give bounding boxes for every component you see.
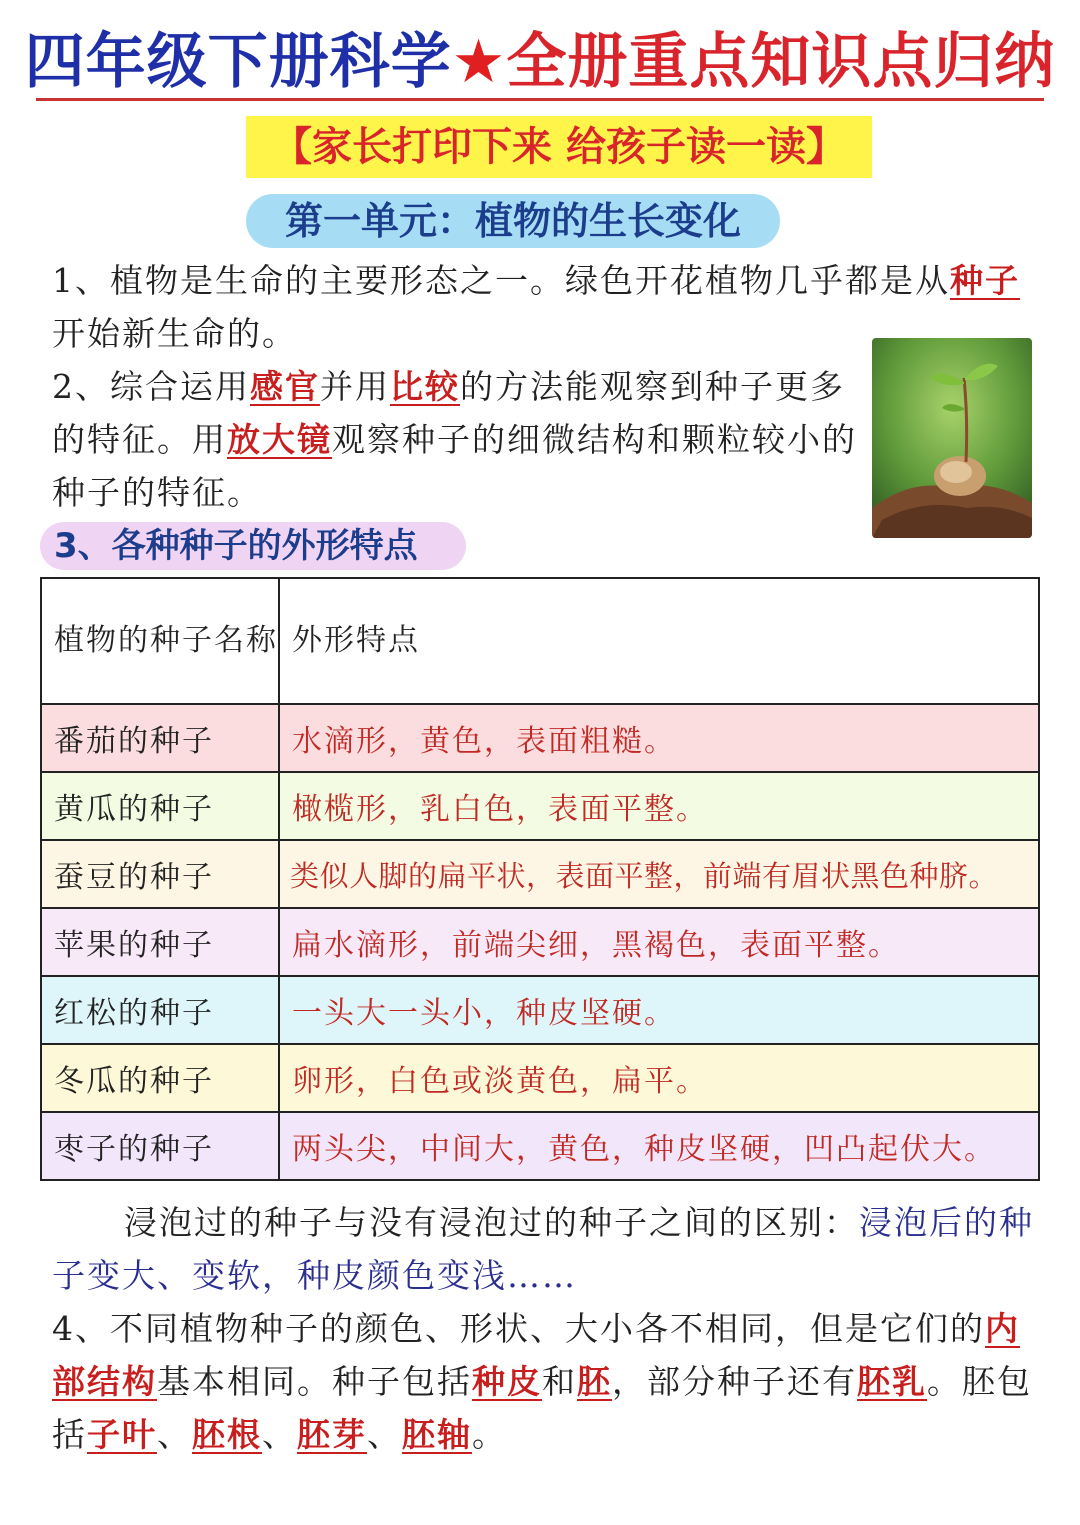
seed-name: 番茄的种子 bbox=[41, 704, 279, 772]
seed-feature: 类似人脚的扁平状，表面平整，前端有眉状黑色种脐。 bbox=[279, 840, 1039, 908]
point-4-text-d: ，部分种子还有 bbox=[612, 1362, 857, 1401]
title-main: 四年级下册科学 bbox=[24, 27, 452, 97]
section-3-heading: 3、各种种子的外形特点 bbox=[40, 522, 466, 570]
star-icon: ★ bbox=[451, 27, 507, 97]
seed-feature: 扁水滴形，前端尖细，黑褐色，表面平整。 bbox=[279, 908, 1039, 976]
title-rest: 全册重点知识点归纳 bbox=[506, 27, 1056, 97]
point-4-text-end: 。 bbox=[472, 1415, 507, 1454]
keyword-magnifier: 放大镜 bbox=[227, 420, 332, 459]
point-4-text-e: 。胚包括 bbox=[52, 1362, 1032, 1454]
table-row bbox=[41, 1044, 1039, 1112]
seed-features-table bbox=[40, 577, 1040, 1181]
table-row bbox=[41, 976, 1039, 1044]
keyword-senses: 感官 bbox=[250, 367, 320, 406]
soak-note bbox=[52, 1196, 1042, 1302]
keyword-plumule: 胚芽 bbox=[297, 1415, 367, 1454]
seed-feature: 一头大一头小，种皮坚硬。 bbox=[279, 976, 1039, 1044]
point-4-text-b: 基本相同。种子包括 bbox=[157, 1362, 472, 1401]
page-title bbox=[0, 22, 1080, 102]
keyword-endosperm: 胚乳 bbox=[857, 1362, 927, 1401]
seed-feature: 橄榄形，乳白色，表面平整。 bbox=[279, 772, 1039, 840]
seedling-photo bbox=[872, 338, 1032, 538]
point-4 bbox=[52, 1302, 1042, 1461]
keyword-seed-coat: 种皮 bbox=[472, 1362, 542, 1401]
seed-name: 枣子的种子 bbox=[41, 1112, 279, 1180]
table-row bbox=[41, 908, 1039, 976]
title-divider bbox=[36, 98, 1044, 101]
subtitle-banner: 【家长打印下来 给孩子读一读】 bbox=[246, 116, 872, 178]
seed-name: 蚕豆的种子 bbox=[41, 840, 279, 908]
point-4-text-c: 和 bbox=[542, 1362, 577, 1401]
point-2-text-c: 的方法能观察到种子更多的特征。用 bbox=[52, 367, 845, 459]
table-row bbox=[41, 704, 1039, 772]
separator: 、 bbox=[157, 1415, 192, 1454]
header-feature: 外形特点 bbox=[279, 578, 1039, 704]
point-2 bbox=[52, 360, 857, 519]
point-2-text-d: 观察种子的细微结构和颗粒较小的种子的特征。 bbox=[52, 420, 857, 512]
seed-name: 红松的种子 bbox=[41, 976, 279, 1044]
unit-heading: 第一单元：植物的生长变化 bbox=[246, 194, 780, 248]
seed-feature: 两头尖，中间大，黄色，种皮坚硬，凹凸起伏大。 bbox=[279, 1112, 1039, 1180]
point-1-text-end: 开始新生命的。 bbox=[52, 314, 297, 353]
point-1-text: 1、植物是生命的主要形态之一。绿色开花植物几乎都是从 bbox=[52, 261, 950, 300]
seedling-illustration bbox=[872, 338, 1032, 538]
separator: 、 bbox=[262, 1415, 297, 1454]
soak-note-lead: 浸泡过的种子与没有浸泡过的种子之间的区别： bbox=[124, 1203, 859, 1242]
separator: 、 bbox=[367, 1415, 402, 1454]
keyword-hypocotyl: 胚轴 bbox=[402, 1415, 472, 1454]
table-row bbox=[41, 772, 1039, 840]
point-2-text: 2、综合运用 bbox=[52, 367, 250, 406]
keyword-radicle: 胚根 bbox=[192, 1415, 262, 1454]
soak-note-answer: 浸泡后的种子变大、变软，种皮颜色变浅…… bbox=[52, 1203, 1034, 1295]
table-header-row bbox=[41, 578, 1039, 704]
seed-name: 黄瓜的种子 bbox=[41, 772, 279, 840]
seed-feature: 水滴形，黄色，表面粗糙。 bbox=[279, 704, 1039, 772]
keyword-internal-structure: 内部结构 bbox=[52, 1309, 1020, 1401]
header-seed-name: 植物的种子名称 bbox=[41, 578, 279, 704]
table-row bbox=[41, 1112, 1039, 1180]
keyword-compare: 比较 bbox=[390, 367, 460, 406]
point-4-text: 4、不同植物种子的颜色、形状、大小各不相同，但是它们的 bbox=[52, 1309, 985, 1348]
seed-feature: 卵形，白色或淡黄色，扁平。 bbox=[279, 1044, 1039, 1112]
keyword-seed: 种子 bbox=[950, 261, 1020, 300]
keyword-embryo: 胚 bbox=[577, 1362, 612, 1401]
seed-name: 冬瓜的种子 bbox=[41, 1044, 279, 1112]
seed-name: 苹果的种子 bbox=[41, 908, 279, 976]
table-row bbox=[41, 840, 1039, 908]
point-2-text-b: 并用 bbox=[320, 367, 390, 406]
keyword-cotyledon: 子叶 bbox=[87, 1415, 157, 1454]
